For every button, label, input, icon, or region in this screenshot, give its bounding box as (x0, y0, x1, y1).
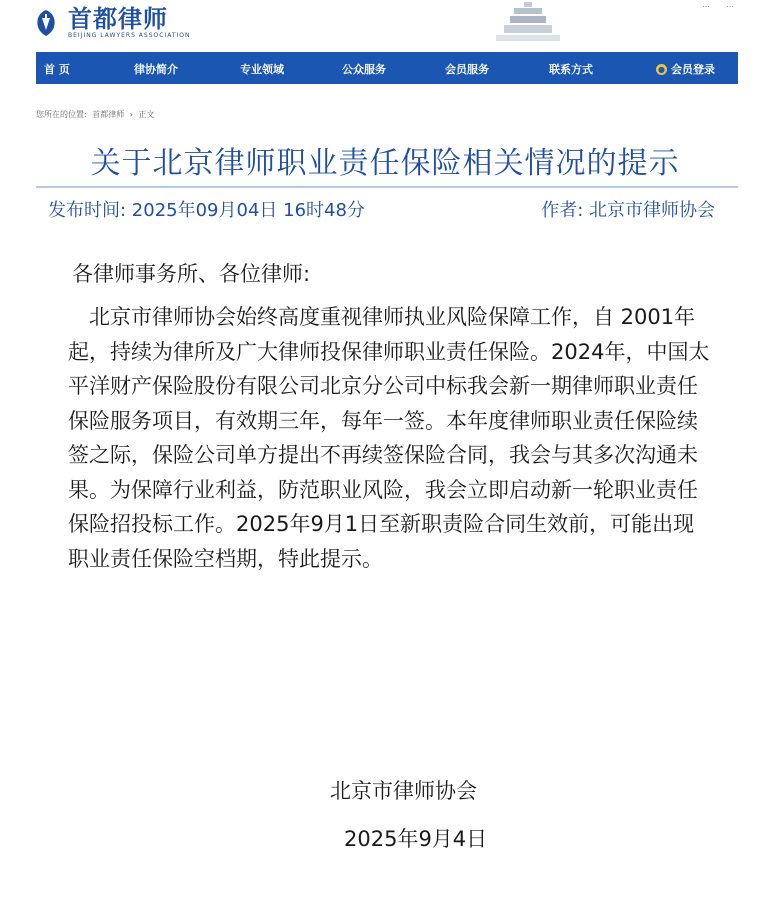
breadcrumb-item[interactable]: 首都律师 (92, 110, 125, 119)
nav-item-about[interactable]: 律协简介 (134, 63, 178, 76)
association-emblem-icon (34, 9, 58, 37)
site-header (0, 0, 770, 52)
member-login-button[interactable] (656, 61, 715, 77)
top-link[interactable]: ... (702, 0, 710, 9)
top-link[interactable]: ... (726, 0, 734, 9)
title-divider (36, 186, 738, 188)
salutation: 各律师事务所、各位律师: (72, 262, 311, 286)
top-links (688, 0, 734, 9)
temple-of-heaven-icon (488, 0, 568, 44)
nav-item-contact[interactable]: 联系方式 (549, 63, 593, 76)
signature-date: 2025年9月4日 (344, 827, 488, 851)
site-logo[interactable] (34, 6, 190, 40)
author: 作者: 北京市律师协会 (541, 200, 715, 221)
nav-item-home[interactable]: 首 页 (44, 63, 70, 76)
nav-item-public-services[interactable]: 公众服务 (342, 63, 386, 76)
signature-organization: 北京市律师协会 (330, 779, 477, 803)
member-login-label: 会员登录 (671, 63, 715, 76)
logo-english-name: BEIJING LAWYERS ASSOCIATION (68, 32, 191, 39)
logo-chinese-name: 首都律师 (68, 5, 168, 33)
article-title: 关于北京律师职业责任保险相关情况的提示 (90, 146, 680, 181)
article-body: 北京市律师协会始终高度重视律师执业风险保障工作，自 2001年起，持续为律所及广大律师投保律师职业责任保险。2024年，中国太平洋财产保险股份有限公司北京分公司中标我会新一期律师职业责任保险服务项目，有效期三年，每年一签。本年度律师职业责任保险续签之际，保险公司单方提出不再续签保险合同，我会与其多次沟通未果。为保障行业利益，防范职业风险，我会立即启动新一轮职业责任保险招投标工作。2025年9月1日至新职责险合同生效前，可能出现职业责任保险空档期，特此提示。 (68, 305, 710, 571)
breadcrumb-separator-icon: › (129, 110, 133, 119)
breadcrumb-prefix: 您所在的位置: (36, 110, 87, 119)
nav-item-member-services[interactable]: 会员服务 (445, 63, 489, 76)
publish-time: 发布时间: 2025年09月04日 16时48分 (48, 200, 365, 221)
nav-item-practice-areas[interactable]: 专业领域 (240, 63, 284, 76)
main-nav (36, 52, 738, 84)
user-icon: ● (656, 64, 667, 75)
breadcrumb (36, 109, 158, 120)
breadcrumb-item[interactable]: 正文 (138, 110, 155, 119)
